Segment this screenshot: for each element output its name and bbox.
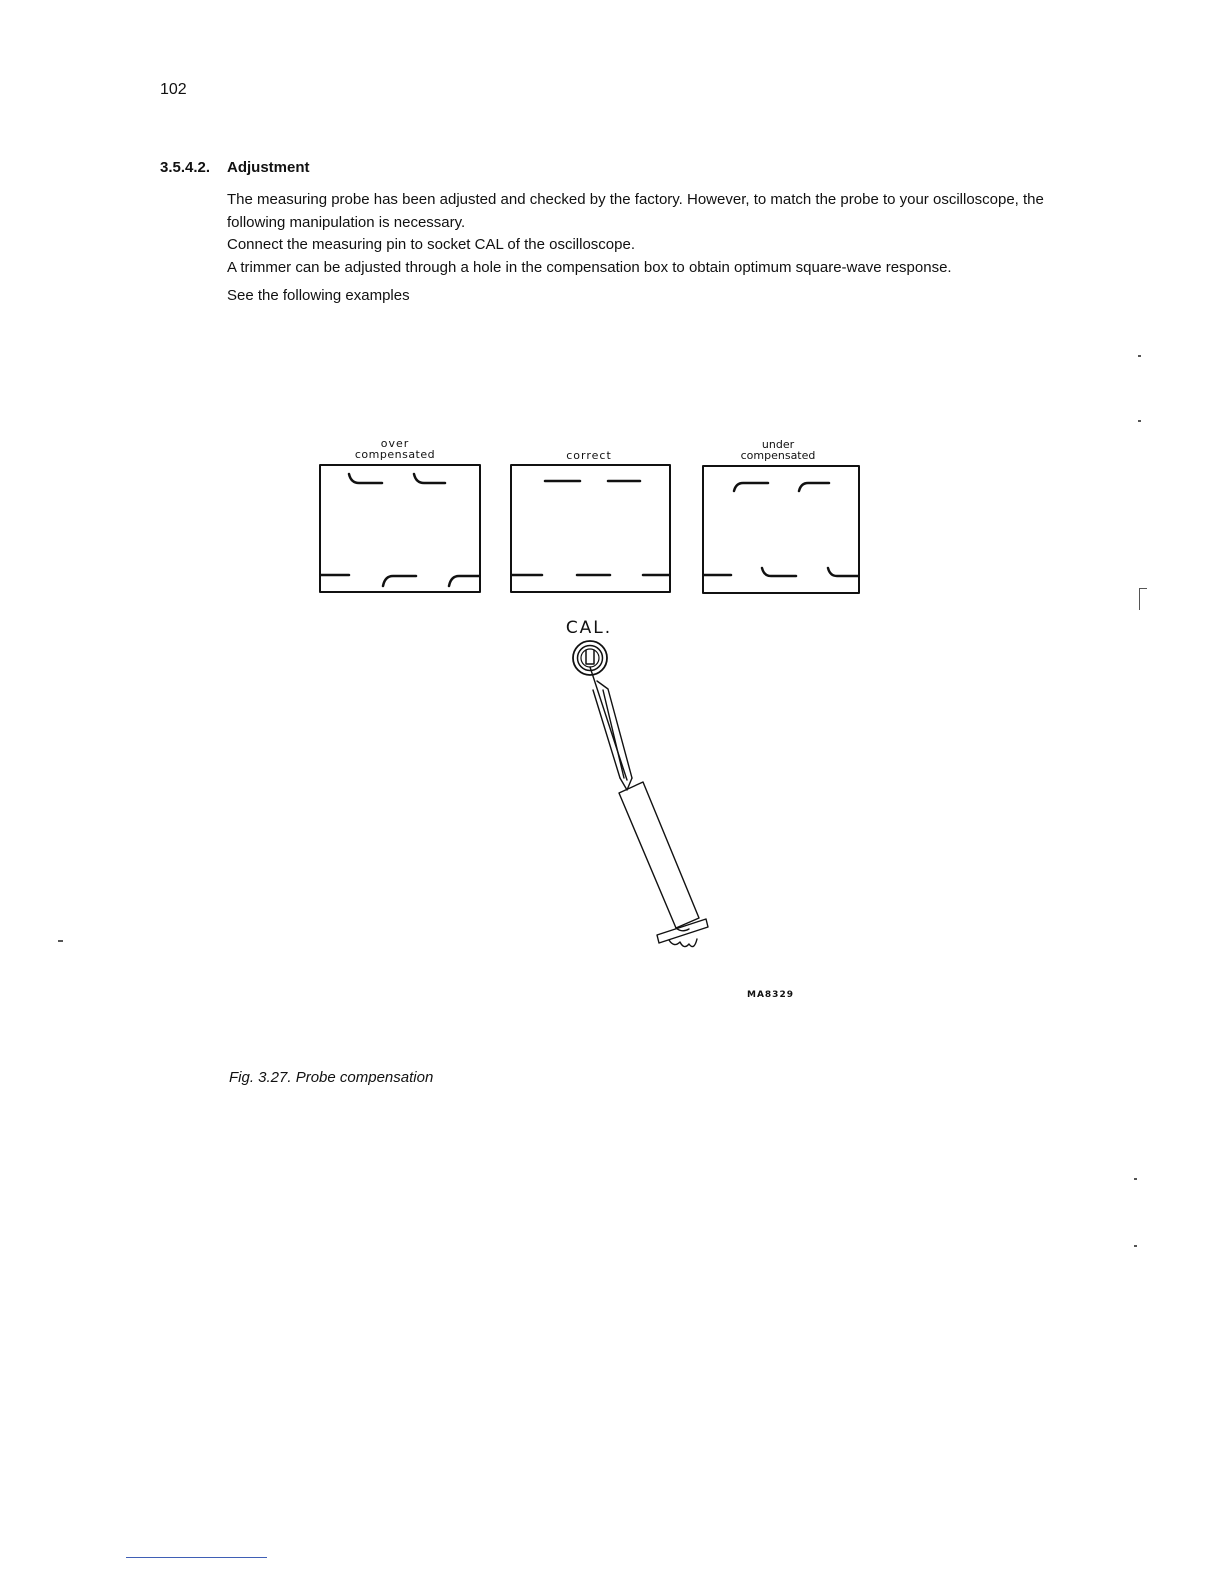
drawing-code: MA8329 <box>747 990 794 1000</box>
over-compensated-screen <box>320 465 480 592</box>
under-compensated-screen <box>703 466 859 593</box>
panel-label-over-line2: compensated <box>354 448 436 461</box>
panel-label-under-line1: under <box>761 438 795 451</box>
paragraph: A trimmer can be adjusted through a hole in the compensation box to obtain optimum square-wave response. <box>227 258 952 276</box>
panel-label-over-line1: over <box>380 437 410 450</box>
paragraph: See the following examples <box>227 287 410 304</box>
scan-speck <box>1139 588 1147 589</box>
scan-speck <box>1134 1178 1137 1180</box>
cal-socket-label: CAL. <box>565 618 613 638</box>
probe-icon <box>590 667 708 947</box>
figure-caption: Fig. 3.27. Probe compensation <box>229 1069 434 1086</box>
section-number: 3.5.4.2. <box>160 159 211 176</box>
page-number: 102 <box>160 81 187 98</box>
scan-speck <box>1138 420 1141 422</box>
paragraph: Connect the measuring pin to socket CAL of the oscilloscope. <box>227 236 636 253</box>
panel-label-correct: correct <box>566 449 612 462</box>
correct-screen <box>511 465 670 592</box>
scan-speck <box>1139 588 1140 610</box>
panel-label-under-line2: compensated <box>740 449 816 462</box>
scan-speck <box>1134 1245 1137 1247</box>
section-title: Adjustment <box>227 159 310 176</box>
footer-rule <box>126 1557 267 1558</box>
scan-speck <box>58 940 63 942</box>
cal-socket-icon <box>573 641 607 675</box>
paragraph: The measuring probe has been adjusted and checked by the factory. However, to match the probe to your oscilloscope, the following manipulation is necessary. <box>227 191 1044 231</box>
scan-speck <box>1138 355 1141 357</box>
